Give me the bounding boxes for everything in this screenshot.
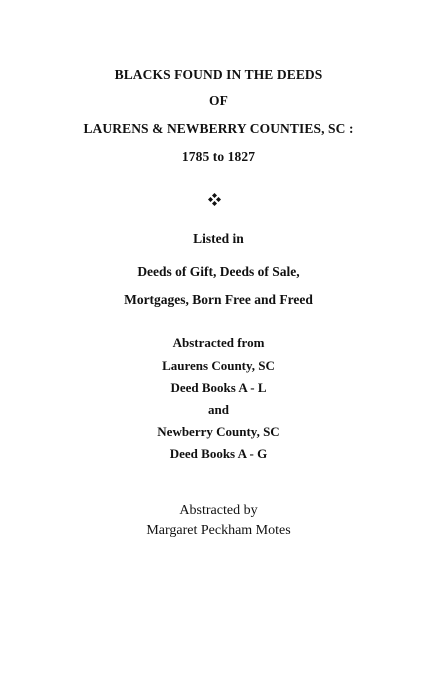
- deed-books-2: Deed Books A - G: [169, 446, 268, 461]
- title-line-1: BLACKS FOUND IN THE DEEDS: [114, 67, 323, 82]
- listed-line-2: Mortgages, Born Free and Freed: [124, 292, 313, 307]
- deed-books-1: Deed Books A - L: [170, 380, 267, 395]
- title-line-2: OF: [209, 93, 228, 108]
- abstracted-from-heading: Abstracted from: [172, 335, 265, 350]
- author-name: Margaret Peckham Motes: [146, 523, 291, 538]
- title-dates: 1785 to 1827: [181, 149, 256, 164]
- county-2: Newberry County, SC: [157, 424, 280, 439]
- title-line-3: LAURENS & NEWBERRY COUNTIES, SC :: [83, 121, 354, 136]
- listed-line-1: Deeds of Gift, Deeds of Sale,: [137, 264, 300, 279]
- fleuron-ornament-icon: [208, 193, 221, 206]
- listed-intro: Listed in: [193, 231, 244, 246]
- author-label: Abstracted by: [179, 503, 258, 518]
- county-1: Laurens County, SC: [162, 358, 275, 373]
- conjunction-and: and: [208, 402, 229, 417]
